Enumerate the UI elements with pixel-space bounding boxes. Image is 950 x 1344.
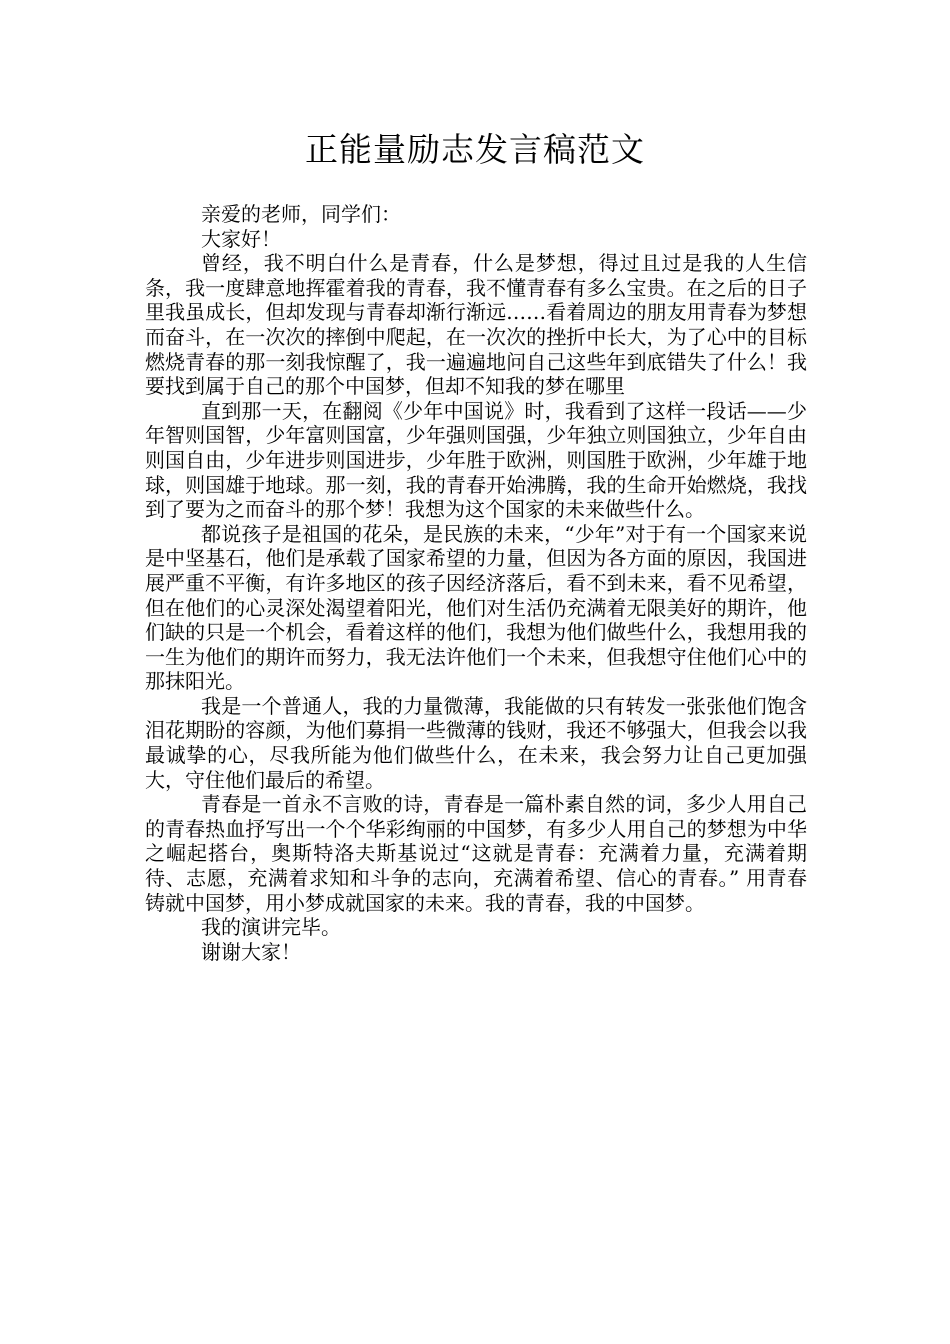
body-paragraph: 直到那一天，在翻阅《少年中国说》时，我看到了这样一段话——少年智则国智，少年富则国富，少年强则国强，少年独立则国独立，少年自由则国自由，少年进步则国进步，少年胜于欧洲，则国胜于欧洲，少年雄于地球，则国雄于地球。那一刻，我的青春开始沸腾，我的生命开始燃烧，我找到了要为之而奋斗的那个梦！我想为这个国家的未来做些什么。 xyxy=(145,398,807,522)
document-title: 正能量励志发言稿范文 xyxy=(305,130,645,169)
closing-remark: 我的演讲完毕。 xyxy=(201,915,341,940)
body-paragraph: 我是一个普通人，我的力量微薄，我能做的只有转发一张张他们饱含泪花期盼的容颜，为他们募捐一些微薄的钱财，我还不够强大，但我会以我最诚挚的心，尽我所能为他们做些什么，在未来，我会努力让自己更加强大，守住他们最后的希望。 xyxy=(145,693,807,792)
body-paragraph: 曾经，我不明白什么是青春，什么是梦想，得过且过是我的人生信条，我一度肆意地挥霍着我的青春，我不懂青春有多么宝贵。在之后的日子里我虽成长，但却发现与青春却渐行渐远……看着周边的朋友用青春为梦想而奋斗，在一次次的摔倒中爬起，在一次次的挫折中长大，为了心中的目标燃烧青春的那一刻我惊醒了，我一遍遍地问自己这些年到底错失了什么！我要找到属于自己的那个中国梦，但却不知我的梦在哪里 xyxy=(145,251,807,399)
greeting: 大家好！ xyxy=(201,226,281,251)
document-body xyxy=(145,202,807,964)
body-paragraph: 都说孩子是祖国的花朵，是民族的未来，“少年”对于有一个国家来说是中坚基石，他们是承载了国家希望的力量，但因为各方面的原因，我国进展严重不平衡，有许多地区的孩子因经济落后，看不到未来，看不见希望，但在他们的心灵深处渴望着阳光，他们对生活仍充满着无限美好的期许，他们缺的只是一个机会，看着这样的他们，我想为他们做些什么，我想用我的一生为他们的期许而努力，我无法许他们一个未来，但我想守住他们心中的那抹阳光。 xyxy=(145,521,807,694)
salutation: 亲爱的老师，同学们： xyxy=(201,202,401,226)
body-paragraph: 青春是一首永不言败的诗，青春是一篇朴素自然的词，多少人用自己的青春热血抒写出一个个华彩绚丽的中国梦，有多少人用自己的梦想为中华之崛起搭台，奥斯特洛夫斯基说过“这就是青春：充满着力量，充满着期待、志愿，充满着求知和斗争的志向，充满着希望、信心的青春。” 用青春铸就中国梦，用小梦成就国家的未来。我的青春，我的中国梦。 xyxy=(145,792,807,915)
closing-thanks: 谢谢大家！ xyxy=(201,939,301,964)
